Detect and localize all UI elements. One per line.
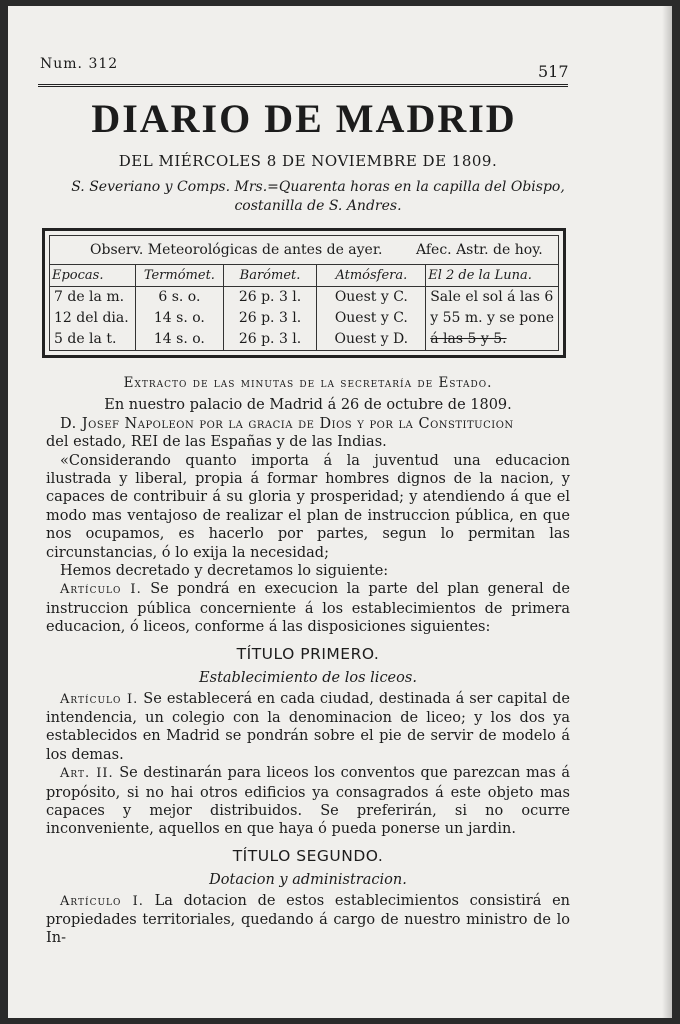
table-row — [50, 287, 558, 309]
cell-atmosfera: Ouest y C. — [317, 287, 426, 309]
article-text: Se establecerá en cada ciudad, destinada á ser capital de intendencia, un colegio con la denominacion de liceo; y los dos ya establecidos en Madrid se pondrán sobre el pie de servir de modelo á los demas. — [46, 690, 571, 763]
astro-heading: Afec. Astr. de hoy. — [416, 242, 543, 258]
cell-epoca: 5 de la t. — [54, 331, 117, 347]
cell-barometro: 26 p. 3 l. — [223, 329, 317, 350]
article-text: Se pondrá en execucion la parte del plan general de instruccion pública concerniente á los establecimientos de primera educacion, ó liceos, conforme á las disposiciones siguientes: — [46, 581, 571, 636]
page-edge-shadow — [662, 6, 672, 1018]
cell-luna: á las 5 y 5. — [426, 329, 558, 350]
t1-article-1 — [46, 690, 570, 765]
cell-barometro: 26 p. 3 l. — [223, 308, 317, 329]
article-label: Artículo I. — [60, 691, 139, 707]
table-row — [50, 308, 558, 329]
masthead-title: DIARIO DE MADRID — [91, 96, 517, 141]
hemos-decretado: Hemos decretado y decretamos lo siguiente: — [60, 563, 389, 580]
col-epocas: Epocas. — [50, 265, 136, 287]
issue-date: DEL MIÉRCOLES 8 DE NOVIEMBRE DE 1809. — [118, 152, 498, 170]
saints-line-1: S. Severiano y Comps. Mrs.=Quarenta horas en la capilla del Obispo, — [71, 179, 565, 195]
t1-article-2 — [46, 764, 570, 839]
cell-epoca: 12 del dia. — [54, 310, 129, 326]
col-barometro: Barómet. — [223, 265, 317, 287]
saints-of-day — [58, 178, 578, 216]
king-title — [46, 415, 570, 433]
article-label: Artículo I. — [60, 893, 144, 909]
article-body — [46, 374, 570, 948]
article-text: La dotacion de estos establecimientos consistirá en propiedades territoriales, quedando á cargo de nuestro ministro de lo In- — [46, 892, 570, 947]
cell-barometro: 26 p. 3 l. — [223, 287, 317, 309]
weather-header-row — [50, 265, 558, 287]
col-luna: El 2 de la Luna. — [426, 265, 558, 287]
titulo-segundo: TÍTULO SEGUNDO. — [232, 846, 384, 865]
table-row — [50, 329, 558, 350]
col-termometro: Termómet. — [136, 265, 223, 287]
titulo-primero: TÍTULO PRIMERO. — [236, 644, 380, 663]
king-title-rest: del estado, REI de las Españas y de las Indias. — [46, 434, 387, 451]
article-1 — [46, 580, 570, 636]
considerando-paragraph: «Considerando quanto importa á la juventud una educacion ilustrada y liberal, propia á formar hombres dignos de la nacion, y capaces de contribuir á su gloria y prosperidad; y atendiendo á que el modo mas ventajoso de realizar el plan de instruccion pública, en que nos ocupamos, es hacerlo por partes, segun lo permitan las circunstancias, ó lo exija la necesidad; — [46, 452, 570, 561]
t2-article-1 — [46, 892, 570, 948]
titulo-primero-subtitle: Establecimiento de los liceos. — [199, 670, 417, 687]
issue-number: Num. 312 — [40, 56, 119, 72]
article-label: Artículo I. — [60, 582, 142, 598]
page-number: 517 — [538, 62, 569, 81]
king-title-lead: D. Josef Napoleon por la gracia de Dios y por la Constitucion — [60, 415, 514, 432]
header-rule — [38, 84, 568, 89]
cell-epoca: 7 de la m. — [54, 289, 125, 305]
saints-line-2: costanilla de S. Andres. — [234, 198, 402, 214]
weather-table — [50, 264, 558, 350]
article-label: Art. II. — [60, 766, 114, 782]
cell-termometro: 6 s. o. — [136, 287, 223, 309]
titulo-segundo-subtitle: Dotacion y administracion. — [209, 872, 407, 889]
cell-atmosfera: Ouest y C. — [317, 308, 426, 329]
cell-luna: Sale el sol á las 6 — [426, 287, 558, 309]
weather-heading: Observ. Meteorológicas de antes de ayer. — [90, 242, 383, 258]
cell-atmosfera: Ouest y D. — [317, 329, 426, 350]
cell-luna: y 55 m. y se pone — [426, 308, 558, 329]
weather-box-inner — [49, 235, 559, 351]
cell-termometro: 14 s. o. — [136, 308, 223, 329]
section-heading: Extracto de las minutas de la secretaría de Estado. — [123, 375, 493, 391]
article-text: Se destinarán para liceos los conventos que parezcan mas á propósito, si no hai otros edificios ya consagrados á este objeto mas capaces y mejor distribuidos. Se preferirán, si no ocurre inconveniente, aquellos en que haya ó pueda ponerse un jardin. — [46, 765, 570, 838]
decree-dateline: En nuestro palacio de Madrid á 26 de octubre de 1809. — [104, 397, 512, 414]
cell-termometro: 14 s. o. — [136, 329, 223, 350]
col-atmosfera: Atmósfera. — [317, 265, 426, 287]
newspaper-page — [8, 6, 672, 1018]
weather-box — [42, 228, 566, 358]
